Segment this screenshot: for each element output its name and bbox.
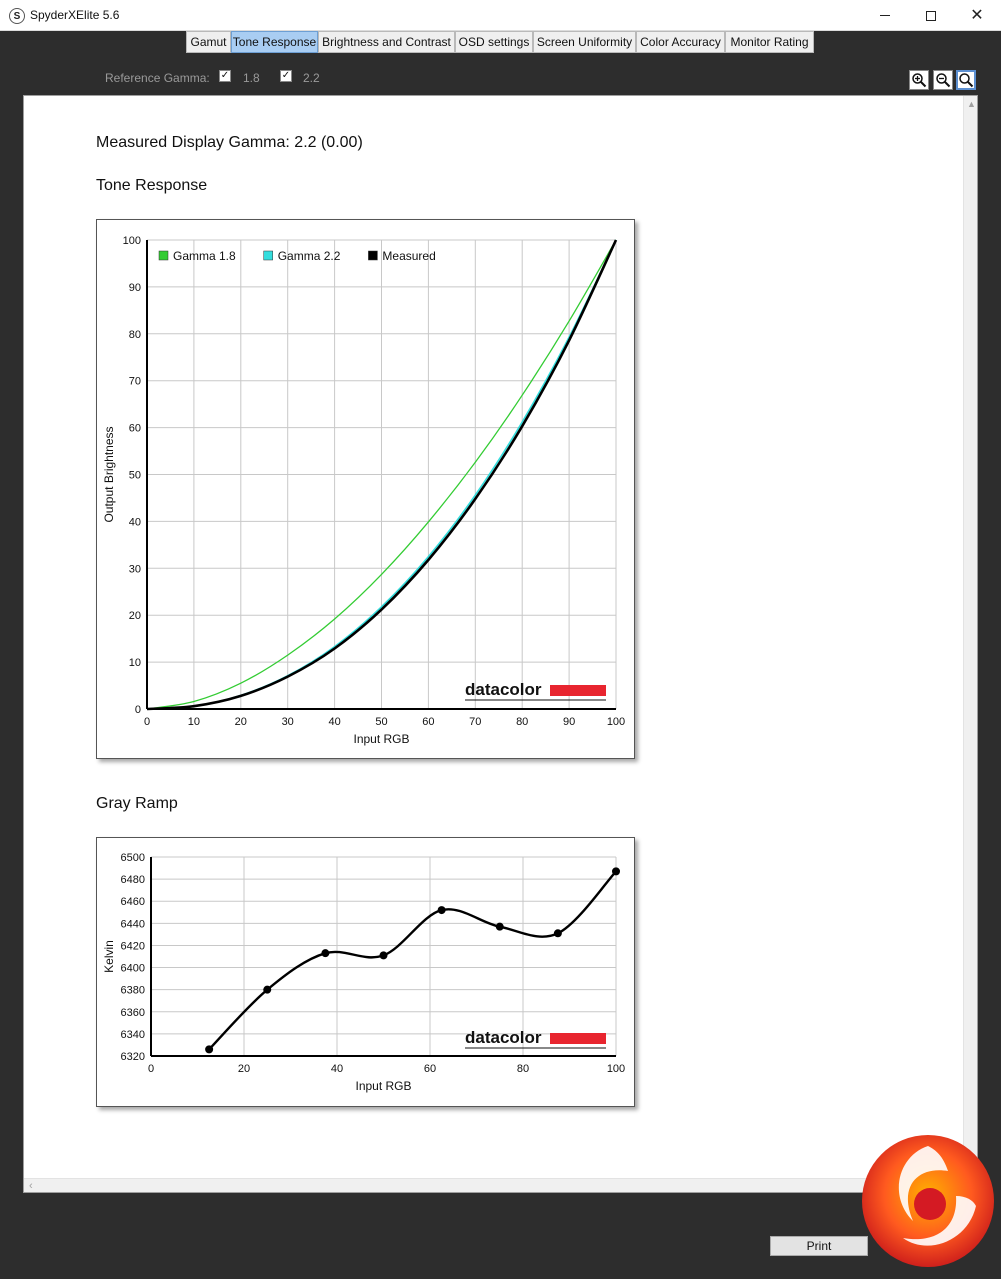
gamma-1-8-checkbox[interactable]: ✓ [220,70,230,81]
title-bar [0,0,1001,31]
data-point [321,949,329,957]
measured-gamma-text: Measured Display Gamma: 2.2 (0.00) [96,134,363,151]
gray-ramp-chart [96,837,635,1107]
data-point [612,867,620,875]
x-tick-label: 40 [330,1063,344,1075]
app-logo-icon: S [9,8,25,24]
brand-accent-bar [550,685,606,696]
zoom-fit-button[interactable] [956,70,976,90]
gamma-2-2-label: 2.2 [303,71,320,85]
vertical-scrollbar[interactable] [963,96,978,1178]
y-tick-label: 6340 [120,1028,145,1041]
legend-label: Measured [382,249,436,263]
tab-tone-response[interactable]: Tone Response [231,31,318,53]
gamma-2-2-checkbox[interactable]: ✓ [281,70,291,81]
x-axis-title: Input RGB [353,732,410,746]
close-icon: ✕ [970,6,984,24]
y-tick-label: 6460 [120,896,145,909]
tab-color-accuracy[interactable]: Color Accuracy [636,31,725,53]
tab-bar [0,31,1001,53]
y-tick-label: 6480 [120,874,145,887]
tab-osd-settings[interactable]: OSD settings [455,31,533,53]
y-tick-label: 100 [122,235,141,247]
data-point [554,929,562,937]
x-tick-label: 0 [143,716,151,728]
y-tick-label: 6360 [120,1006,145,1019]
minimize-button[interactable] [862,0,908,31]
data-point [438,906,446,914]
y-tick-label: 20 [128,610,141,623]
tab-gamut[interactable]: Gamut [186,31,231,53]
maximize-icon [926,11,936,21]
series-line [209,871,616,1049]
gray-ramp-plot [97,838,634,1106]
y-axis-title: Kelvin [102,940,116,973]
y-tick-label: 6500 [120,852,145,864]
zoom-fit-icon [958,72,974,88]
y-tick-label: 70 [128,375,141,388]
y-tick-label: 80 [128,328,141,341]
y-tick-label: 50 [128,469,141,482]
x-axis-title: Input RGB [355,1079,412,1093]
y-tick-label: 40 [128,516,141,529]
x-tick-label: 100 [606,1063,626,1075]
window-title: SpyderXElite 5.6 [30,8,120,22]
data-point [263,986,271,994]
legend-swatch [159,251,168,260]
brand-logo-text: datacolor [465,1028,542,1047]
legend-label: Gamma 2.2 [277,249,341,263]
x-tick-label: 90 [562,716,576,728]
watermark-logo [858,1126,998,1276]
x-tick-label: 80 [516,716,529,728]
legend-label: Gamma 1.8 [173,249,236,263]
x-tick-label: 60 [422,716,435,728]
y-tick-label: 90 [128,281,141,294]
zoom-out-button[interactable] [933,70,953,90]
data-point [380,951,388,959]
tone-response-plot [97,220,634,758]
report-panel [23,95,978,1193]
x-tick-label: 50 [375,716,388,728]
x-tick-label: 70 [469,716,482,728]
gamma-1-8-label: 1.8 [243,71,260,85]
y-tick-label: 0 [134,704,141,716]
gray-ramp-heading: Gray Ramp [96,795,178,812]
reference-gamma-label: Reference Gamma: [105,71,210,85]
y-tick-label: 6420 [120,940,145,953]
legend-swatch [264,251,273,260]
x-tick-label: 40 [328,716,341,728]
legend-swatch [368,251,377,260]
brand-logo-text: datacolor [465,680,542,699]
brand-accent-bar [550,1033,606,1044]
y-axis-title: Output Brightness [102,426,116,523]
y-tick-label: 10 [128,657,141,670]
tab-monitor-rating[interactable]: Monitor Rating [725,31,814,53]
scroll-up-icon[interactable]: ▲ [967,99,976,109]
tone-response-heading: Tone Response [96,177,208,194]
x-tick-label: 10 [187,716,201,728]
x-tick-label: 80 [516,1063,530,1075]
x-tick-label: 60 [423,1063,437,1075]
zoom-out-icon [935,72,951,88]
y-tick-label: 6380 [120,984,145,997]
y-tick-label: 6400 [120,962,145,975]
tone-response-chart [96,219,635,759]
tab-brightness-contrast[interactable]: Brightness and Contrast [318,31,455,53]
data-point [496,923,504,931]
x-tick-label: 100 [606,716,626,728]
horizontal-scrollbar[interactable] [24,1178,978,1193]
y-tick-label: 6440 [120,918,145,931]
maximize-button[interactable] [908,0,954,31]
x-tick-label: 20 [234,716,247,728]
scroll-left-icon[interactable]: ‹ [29,1180,33,1192]
minimize-icon [880,15,890,16]
y-tick-label: 6320 [120,1051,145,1063]
x-tick-label: 0 [147,1063,155,1075]
y-tick-label: 30 [128,563,141,576]
zoom-in-button[interactable] [909,70,929,90]
print-button[interactable]: Print [770,1236,868,1256]
close-button[interactable] [954,0,1000,31]
x-tick-label: 20 [237,1063,251,1075]
tab-screen-uniformity[interactable]: Screen Uniformity [533,31,636,53]
data-point [205,1045,213,1053]
x-tick-label: 30 [281,716,294,728]
y-tick-label: 60 [128,422,141,435]
zoom-in-icon [911,72,927,88]
